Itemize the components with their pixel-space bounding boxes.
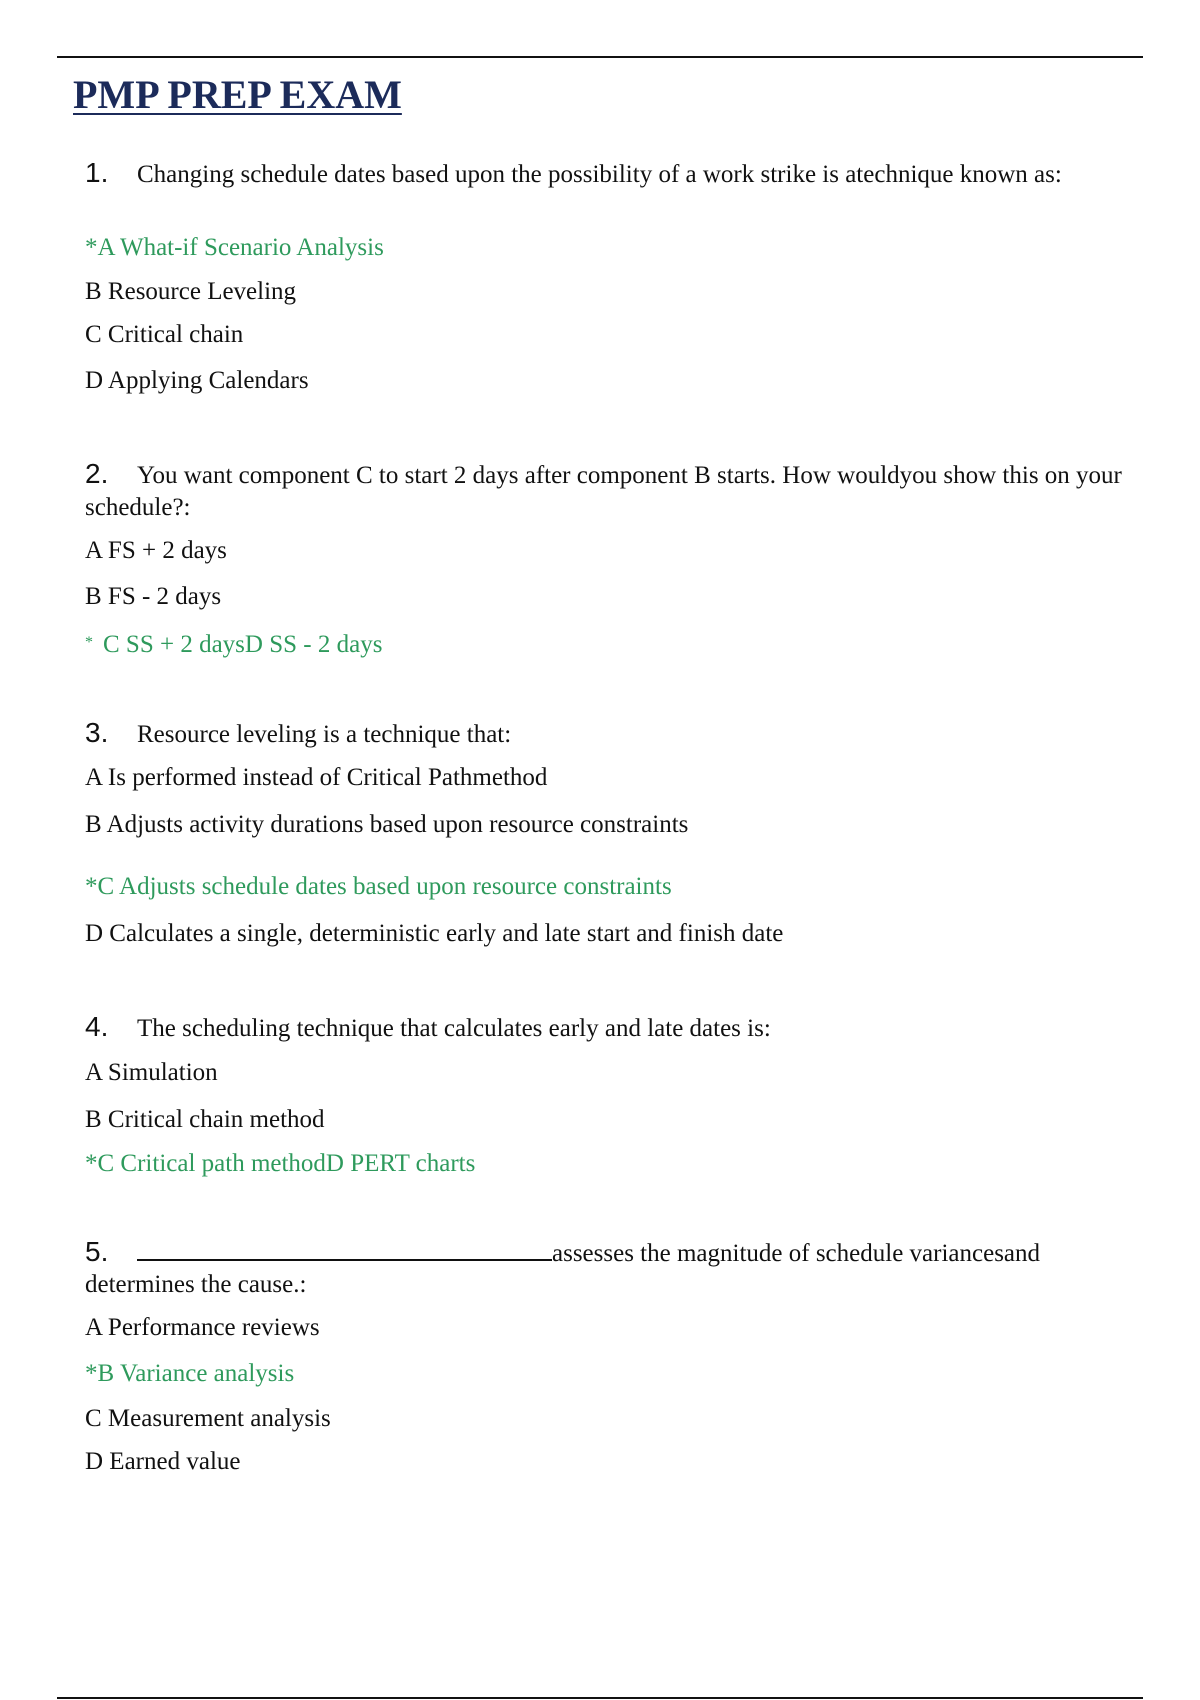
q2-option-b: B FS - 2 days	[85, 583, 222, 610]
question-text: The scheduling technique that calculates early and late dates is:	[137, 1015, 771, 1042]
q2-option-a: A FS + 2 days	[85, 537, 227, 564]
top-rule	[57, 56, 1143, 58]
question-text: You want component C to start 2 days after component B starts. How wouldyou show this on your schedule?:	[85, 462, 1122, 521]
q3-option-b: B Adjusts activity durations based upon resource constraints	[85, 811, 689, 838]
q4-option-c: *C Critical path methodD PERT charts	[85, 1150, 476, 1177]
q3-option-a: A Is performed instead of Critical Pathmethod	[85, 764, 548, 791]
q2-option-c	[85, 630, 382, 660]
question-number: 4.	[85, 1011, 109, 1042]
q3-option-c: *C Adjusts schedule dates based upon resource constraints	[85, 873, 672, 900]
question-5	[85, 1236, 1145, 1270]
question-3	[85, 717, 1145, 751]
q5-option-a: A Performance reviews	[85, 1314, 320, 1341]
question-number: 5.	[85, 1236, 109, 1267]
page-title: PMP PREP EXAM	[73, 72, 402, 117]
question-1	[85, 157, 1145, 191]
question-text: Changing schedule dates based upon the possibility of a work strike is atechnique known as:	[137, 161, 1062, 188]
q4-option-b: B Critical chain method	[85, 1106, 325, 1133]
q5-option-b: *B Variance analysis	[85, 1360, 295, 1387]
q3-option-d: D Calculates a single, deterministic early and late start and finish date	[85, 920, 784, 947]
question-number: 1.	[85, 157, 109, 188]
fill-in-blank	[137, 1237, 552, 1261]
question-text: Resource leveling is a technique that:	[137, 721, 512, 748]
q1-option-a: *A What-if Scenario Analysis	[85, 234, 384, 261]
q1-option-d: D Applying Calendars	[85, 367, 309, 394]
question-2	[85, 458, 1145, 524]
q1-option-b: B Resource Leveling	[85, 278, 297, 305]
q5-option-c: C Measurement analysis	[85, 1405, 331, 1432]
bottom-rule	[57, 1697, 1143, 1699]
q4-option-a: A Simulation	[85, 1059, 218, 1086]
q5-option-d: D Earned value	[85, 1448, 241, 1475]
question-number: 2.	[85, 458, 109, 489]
q2-option-c-text: C SS + 2 daysD SS - 2 days	[103, 631, 383, 658]
question-number: 3.	[85, 717, 109, 748]
question-4	[85, 1011, 1145, 1045]
question-text: assesses the magnitude of schedule variancesand	[552, 1240, 1041, 1267]
question-5-line2: determines the cause.:	[85, 1271, 307, 1298]
correct-marker: *	[85, 634, 93, 651]
q1-option-c: C Critical chain	[85, 321, 244, 348]
